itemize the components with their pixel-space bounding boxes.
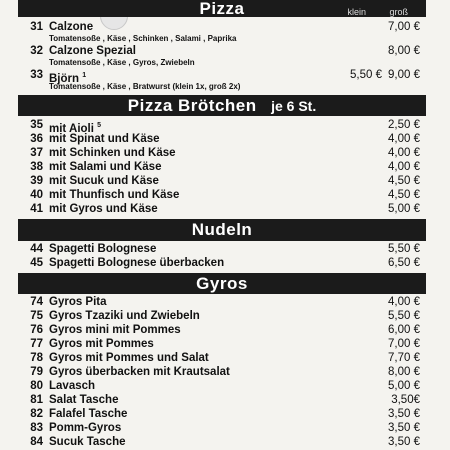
item-price: 5,50 € xyxy=(388,243,420,255)
item-number: 80 xyxy=(30,380,43,392)
item-name: mit Salami und Käse xyxy=(49,161,162,173)
item-name: Lavasch xyxy=(49,380,96,392)
item-price: 6,50 € xyxy=(388,257,420,269)
item-name: Gyros mit Pommes xyxy=(49,338,154,350)
item-number: 38 xyxy=(30,161,43,173)
menu-item-45 xyxy=(18,257,426,270)
menu-item-31 xyxy=(18,21,426,34)
item-price: 4,00 € xyxy=(388,133,420,145)
item-number: 35 xyxy=(30,119,43,131)
menu-item-44 xyxy=(18,243,426,256)
menu-item-81 xyxy=(18,394,426,407)
menu-item-79 xyxy=(18,366,426,379)
section-subtitle-broetchen: je 6 St. xyxy=(271,98,317,114)
item-price: 4,00 € xyxy=(388,296,420,308)
item-number: 39 xyxy=(30,175,43,187)
item-name: Calzone Spezial xyxy=(49,45,136,57)
item-number: 33 xyxy=(30,69,43,81)
menu-item-83 xyxy=(18,422,426,435)
item-price: 5,50 € xyxy=(388,310,420,322)
item-name: mit Spinat und Käse xyxy=(49,133,160,145)
item-description-32: Tomatensoße , Käse , Gyros, Zwiebeln xyxy=(49,58,195,67)
item-price-gross: 7,00 € xyxy=(388,21,420,33)
item-price: 2,50 € xyxy=(388,119,420,131)
item-name: Salat Tasche xyxy=(49,394,119,406)
section-title-broetchen: Pizza Brötchen xyxy=(127,96,257,115)
item-name: Spagetti Bolognese überbacken xyxy=(49,257,225,269)
item-price: 4,00 € xyxy=(388,147,420,159)
item-name: Falafel Tasche xyxy=(49,408,128,420)
item-price: 5,00 € xyxy=(388,203,420,215)
item-name-text: mit Aioli xyxy=(49,123,94,135)
item-number: 83 xyxy=(30,422,43,434)
item-number: 45 xyxy=(30,257,43,269)
item-price-gross: 8,00 € xyxy=(388,45,420,57)
menu-item-39 xyxy=(18,175,426,188)
section-title-gyros: Gyros xyxy=(196,274,248,293)
item-name: Sucuk Tasche xyxy=(49,436,126,448)
item-name: Calzone xyxy=(49,21,94,33)
item-number: 41 xyxy=(30,203,43,215)
menu-item-74 xyxy=(18,296,426,309)
allergen-note: 5 xyxy=(97,122,102,129)
item-price-klein: 5,50 € xyxy=(350,69,382,81)
item-name: Gyros Tzaziki und Zwiebeln xyxy=(49,310,200,322)
item-price: 4,00 € xyxy=(388,161,420,173)
broetchen-section-header xyxy=(18,95,426,116)
menu-page xyxy=(18,0,426,450)
pizza-section-header xyxy=(18,0,426,17)
nudeln-section-header xyxy=(18,219,426,241)
item-number: 44 xyxy=(30,243,43,255)
section-title-pizza: Pizza xyxy=(199,0,245,18)
item-price: 7,00 € xyxy=(388,338,420,350)
item-number: 84 xyxy=(30,436,43,448)
item-price-gross: 9,00 € xyxy=(388,69,420,81)
item-name: Pomm-Gyros xyxy=(49,422,122,434)
item-number: 74 xyxy=(30,296,43,308)
item-price: 5,00 € xyxy=(388,380,420,392)
item-number: 81 xyxy=(30,394,43,406)
menu-item-37 xyxy=(18,147,426,160)
item-description-33: Tomatensoße , Käse , Bratwurst (klein 1x, groß 2x) xyxy=(49,82,241,91)
menu-item-38 xyxy=(18,161,426,174)
item-name: mit Sucuk und Käse xyxy=(49,175,159,187)
menu-item-40 xyxy=(18,189,426,202)
item-number: 75 xyxy=(30,310,43,322)
item-number: 78 xyxy=(30,352,43,364)
item-name-text: Björn xyxy=(49,73,80,85)
item-price: 8,00 € xyxy=(388,366,420,378)
menu-item-76 xyxy=(18,324,426,337)
item-price: 3,50 € xyxy=(388,436,420,448)
item-price: 4,50 € xyxy=(388,175,420,187)
item-price: 3,50 € xyxy=(388,422,420,434)
item-number: 82 xyxy=(30,408,43,420)
item-name: Gyros überbacken mit Krautsalat xyxy=(49,366,230,378)
allergen-note: 1 xyxy=(82,72,87,79)
item-name: Gyros Pita xyxy=(49,296,107,308)
item-number: 32 xyxy=(30,45,43,57)
gyros-section-header xyxy=(18,273,426,294)
item-name: Spagetti Bolognese xyxy=(49,243,157,255)
menu-item-41 xyxy=(18,203,426,216)
item-price: 6,00 € xyxy=(388,324,420,336)
item-name: Gyros mini mit Pommes xyxy=(49,324,181,336)
item-number: 40 xyxy=(30,189,43,201)
menu-item-36 xyxy=(18,133,426,146)
menu-item-35 xyxy=(18,119,426,135)
item-price: 4,50 € xyxy=(388,189,420,201)
item-description-31: Tomatensoße , Käse , Schinken , Salami , Paprika xyxy=(49,34,237,43)
item-name: Gyros mit Pommes und Salat xyxy=(49,352,209,364)
item-name: mit Schinken und Käse xyxy=(49,147,176,159)
column-header-klein: klein xyxy=(347,7,366,17)
menu-item-78 xyxy=(18,352,426,365)
menu-item-80 xyxy=(18,380,426,393)
column-header-gross: groß xyxy=(389,7,408,17)
item-price: 3,50€ xyxy=(391,394,420,406)
item-name: mit Gyros und Käse xyxy=(49,203,158,215)
item-name: mit Thunfisch und Käse xyxy=(49,189,180,201)
menu-item-32 xyxy=(18,45,426,58)
menu-item-82 xyxy=(18,408,426,421)
item-number: 37 xyxy=(30,147,43,159)
menu-item-33 xyxy=(18,69,426,85)
menu-item-75 xyxy=(18,310,426,323)
item-price: 7,70 € xyxy=(388,352,420,364)
menu-item-84 xyxy=(18,436,426,449)
item-number: 76 xyxy=(30,324,43,336)
section-title-nudeln: Nudeln xyxy=(191,220,253,239)
item-number: 79 xyxy=(30,366,43,378)
menu-item-77 xyxy=(18,338,426,351)
item-number: 31 xyxy=(30,21,43,33)
item-number: 77 xyxy=(30,338,43,350)
item-number: 36 xyxy=(30,133,43,145)
item-price: 3,50 € xyxy=(388,408,420,420)
